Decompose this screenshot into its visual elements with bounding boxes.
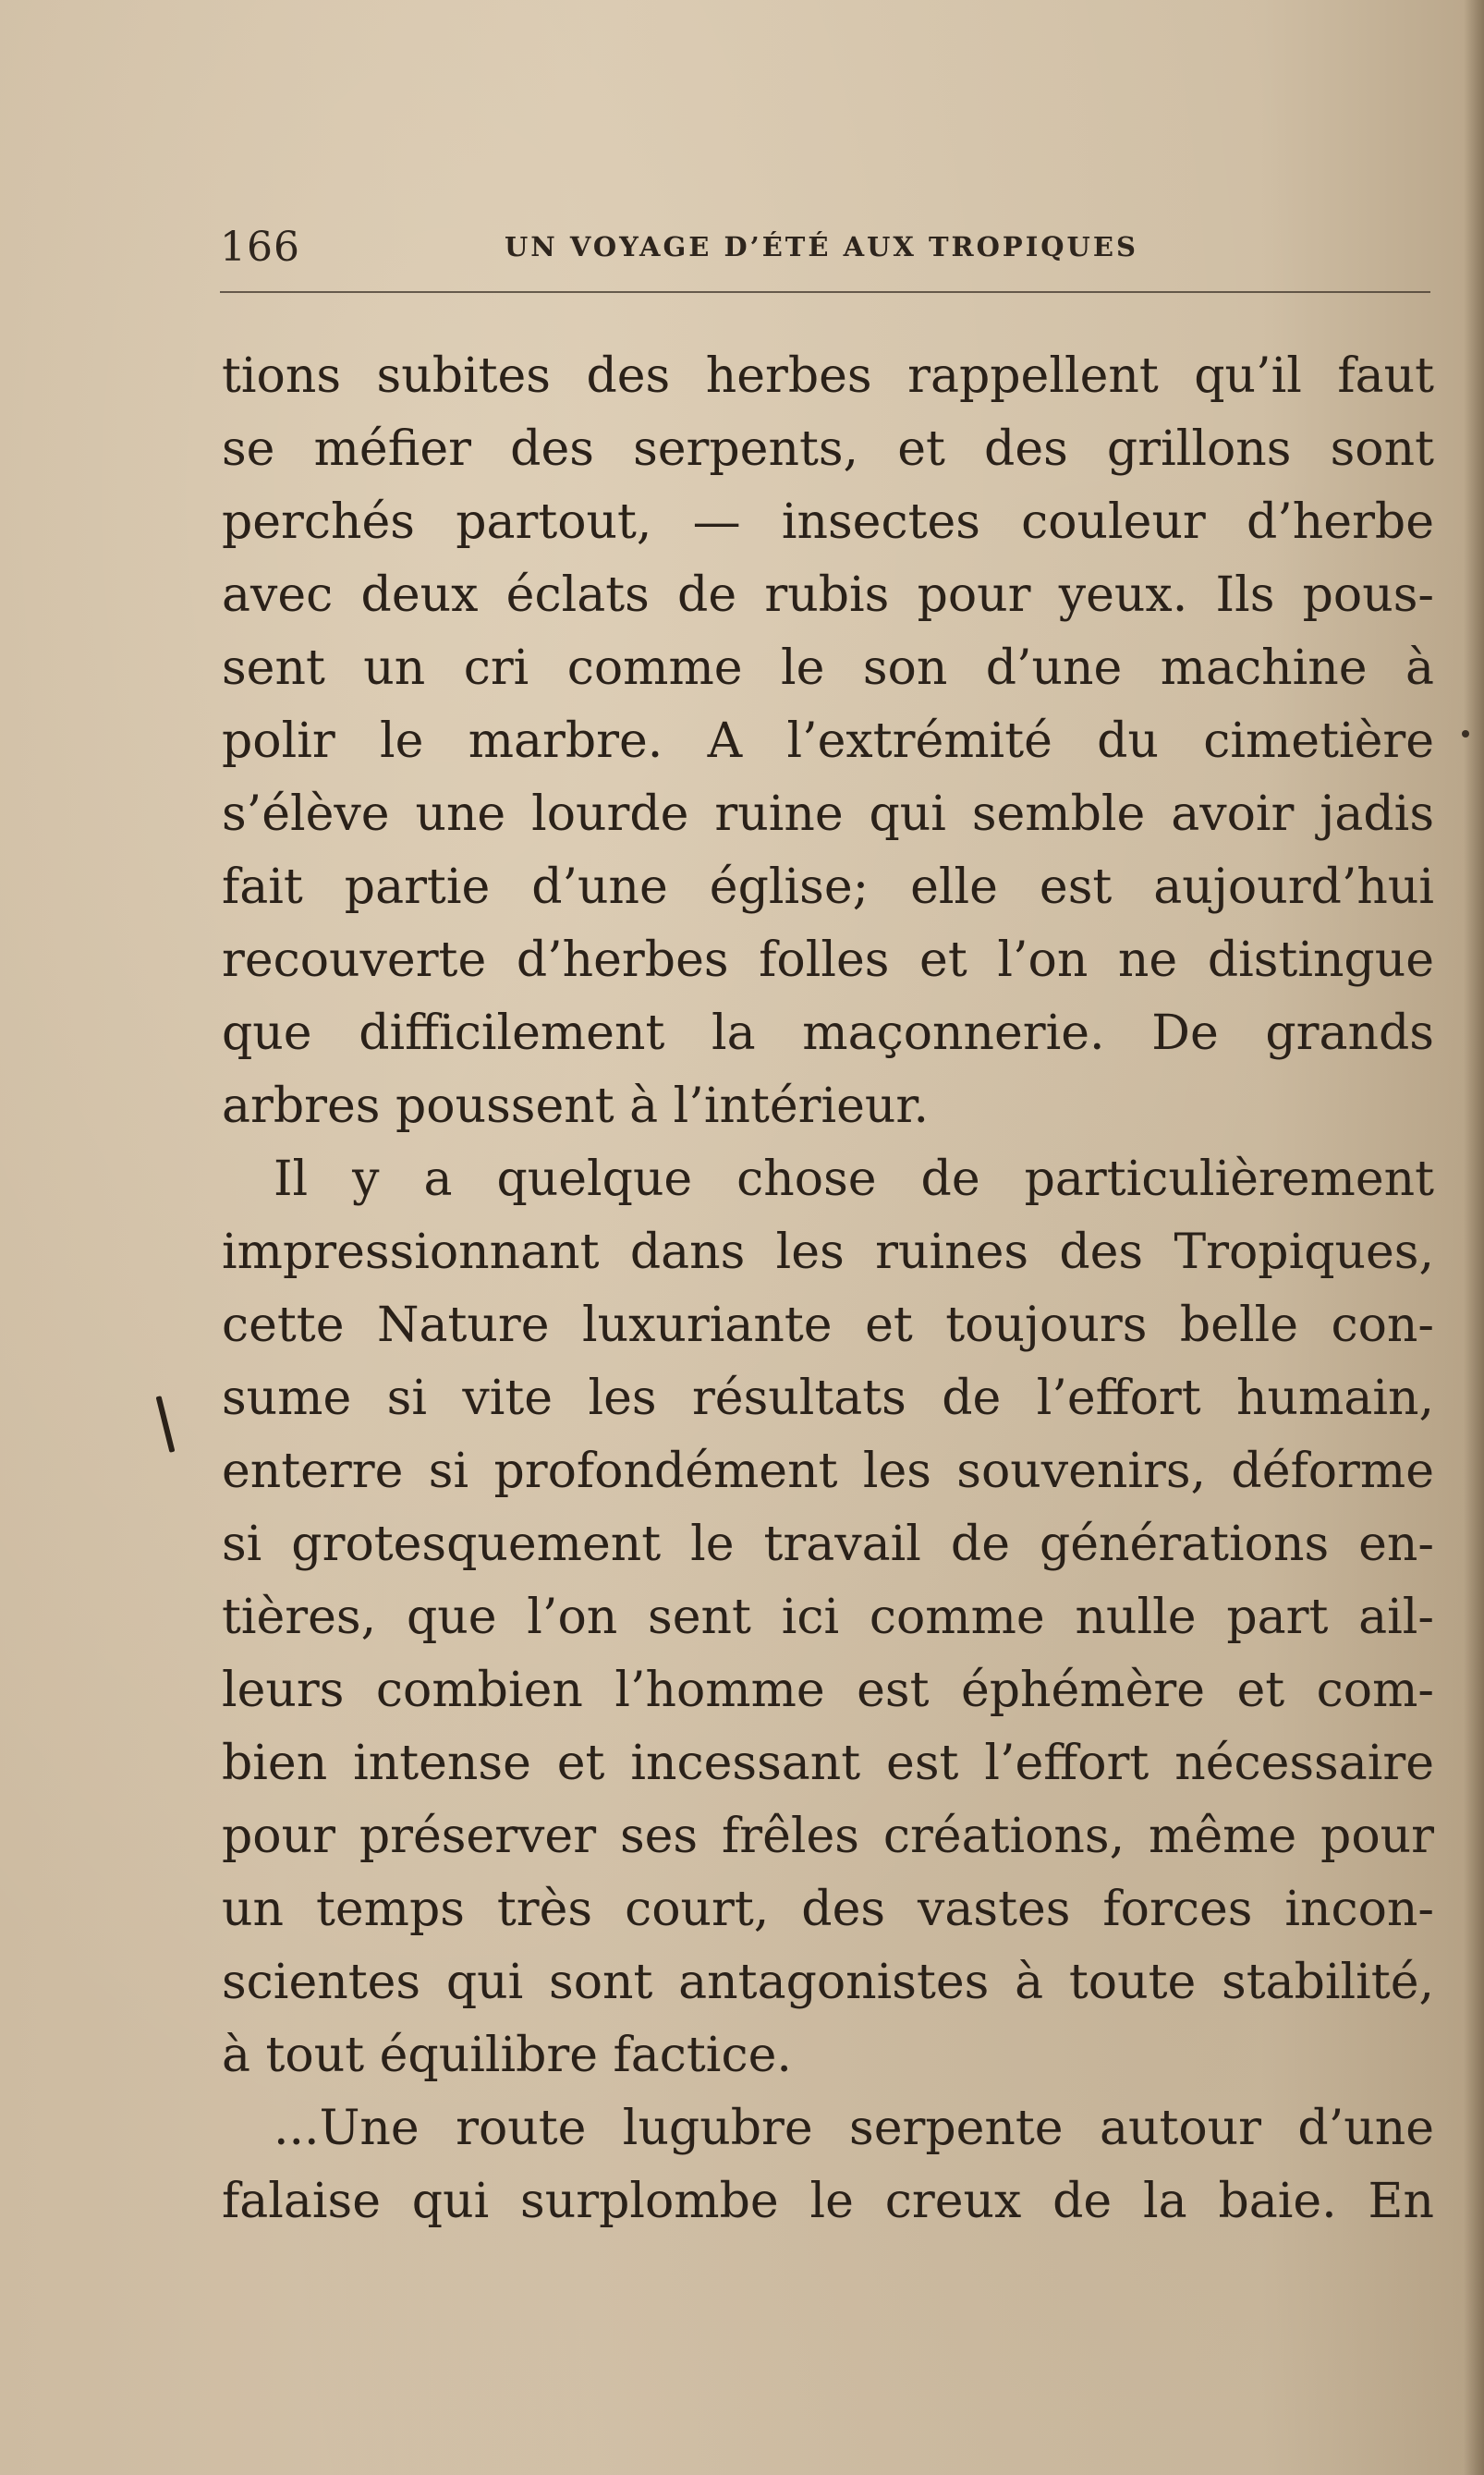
body-text — [222, 340, 1434, 2238]
margin-pencil-mark — [156, 1396, 176, 1453]
text-line: bien intense et incessant est l’effort nécessaire — [222, 1736, 1434, 1791]
text-line: scientes qui sont antagonistes à toute stabilité, — [222, 1955, 1434, 2010]
text-line: s’élève une lourde ruine qui semble avoir jadis — [222, 786, 1434, 842]
text-line: recouverte d’herbes folles et l’on ne distingue — [222, 933, 1434, 988]
text-line: perchés partout, — insectes couleur d’herbe — [222, 494, 1434, 550]
text-line: leurs combien l’homme est éphémère et com- — [222, 1663, 1434, 1718]
text-line: falaise qui surplombe le creux de la baie. En — [222, 2174, 1434, 2229]
paragraph-end-line: arbres poussent à l’intérieur. — [222, 1079, 930, 1134]
text-line: fait partie d’une église; elle est aujourd’hui — [222, 860, 1434, 915]
text-line: sume si vite les résultats de l’effort humain, — [222, 1371, 1434, 1426]
text-line: tières, que l’on sent ici comme nulle part ail- — [222, 1590, 1434, 1645]
margin-dot-mark — [1462, 730, 1469, 738]
text-line: si grotesquement le travail de générations en- — [222, 1517, 1434, 1572]
paragraph-end-line: à tout équilibre factice. — [222, 2028, 792, 2083]
text-line: se méfier des serpents, et des grillons sont — [222, 421, 1434, 477]
text-line: que difficilement la maçonnerie. De grands — [222, 1006, 1434, 1061]
running-title: UN VOYAGE D’ÉTÉ AUX TROPIQUES — [505, 231, 1138, 262]
text-line: avec deux éclats de rubis pour yeux. Ils pous- — [222, 567, 1434, 623]
page-edge-shadow — [1464, 0, 1484, 2475]
header-rule — [220, 291, 1430, 293]
text-line: cette Nature luxuriante et toujours belle con- — [222, 1298, 1434, 1353]
text-line: pour préserver ses frêles créations, même pour — [222, 1809, 1434, 1864]
text-line: un temps très court, des vastes forces incon- — [222, 1882, 1434, 1937]
paragraph-start-line: ...Une route lugubre serpente autour d’une — [274, 2101, 1434, 2156]
text-line: tions subites des herbes rappellent qu’il faut — [222, 348, 1434, 404]
text-line: impressionnant dans les ruines des Tropiques, — [222, 1225, 1434, 1280]
running-header — [220, 224, 1432, 279]
text-line: polir le marbre. A l’extrémité du cimetière — [222, 713, 1434, 769]
page-number: 166 — [220, 224, 300, 271]
paragraph-start-line: Il y a quelque chose de particulièrement — [274, 1152, 1434, 1207]
text-line: enterre si profondément les souvenirs, déforme — [222, 1444, 1434, 1499]
text-line: sent un cri comme le son d’une machine à — [222, 640, 1434, 696]
